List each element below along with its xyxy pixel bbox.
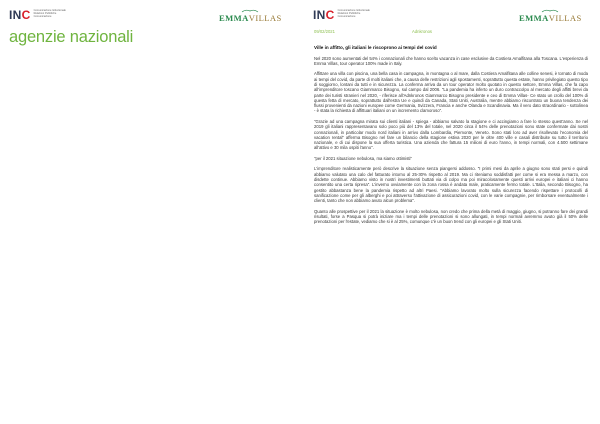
- emma-villas-logo: [219, 9, 282, 23]
- inc-logo-mark: INC: [313, 8, 335, 22]
- article-paragraph: "Grazie ad una campagna mirata sui clienti italiani - spiega - abbiamo salvato la stagione e ci accingiamo a fare lo stesso quest'anno. Se nel 2019 gli italiani rappresentavano solo poco più del 13% del totale, nel 2020 circa il 54% delle prenotazioni sono state confermate dai nostri connazionali, in particolar modo nord italiani in arrivo dalla Lombardia, Piemonte, Veneto. Sono stati loro ad aver risollevato l'economia del vacation rental" afferma Bisogno nel fare un bilancio della stagione estiva 2020 per le oltre 400 ville e casali distribuite su tutto il territorio nazionale, e di cui dispone la sua offerta turistica. Una azienda che fattura 15 milioni di euro l'anno, in tempi normali, con 4.500 settimane all'attivo e 30 mila ospiti l'anno".: [314, 118, 588, 151]
- article-paragraph: Nel 2020 sono aumentati del 54% i connazionali che hanno scelto vacanza in case esclusive da Costiera Amalfitana alla Toscana. L'esperienza di Emma Villas, tour operator 100% made in Italy.: [314, 55, 588, 66]
- brand-em: EMMA: [219, 13, 249, 23]
- article-paragraph: L'imprenditore realisticamente però descrive la situazione senza piangersi addosso. "I primi mesi da aprile a giugno sono stati persi e quindi abbiamo valutato una calo del fatturato intorno al 25-30% rispetto al 2019. Ma ci riteniamo soddisfatti per come si era messa a marzo, con disdette continue. Abbiamo visto in nostri investimenti buttati via di colpo ma poi miracolosamente questi arrivi europei e italiani ci hanno consentito una certa ripresa". L'inverno ovviamente con la zona rossa è andata male, praticamente fermo totale. L'Italia, secondo Bisogno, ha gestito abbastanza bene la pandemia rispetto ad altri Paesi. "Abbiamo lavorato molto sulla sicurezza facendo rispettare i protocolli di sanificazione come per gli alberghi e poi attraverso l'attivazione di assicurazioni covid, con le varie compagnie, per rimborsare eventualmente i clienti, tanto che non abbiamo avuto alcun problema".: [314, 166, 588, 204]
- brand-villas: VILLAS: [248, 13, 282, 23]
- section-title: agenzie nazionali: [9, 28, 134, 46]
- inc-logo: [9, 9, 68, 21]
- emma-villas-logo: [519, 9, 582, 23]
- article-title: Ville in affitto, gli italiani le riscoprono ai tempi del covid: [314, 45, 437, 50]
- article-paragraph: Quanto alle prospettive per il 2021 la situazione è molto nebulosa, non credo che prima della metà di maggio, giugno, si potranno fare dei grandi risultati, forse a Pasqua si potrà iniziare ma i tempi delle prenotazioni si sono allungati, in tempi normali avremmo avuto già il 50% delle prenotazioni per l'estate, vediamo che si è al 25%, comunque c'è un buon trend con gli europei e gli Stati Uniti.: [314, 208, 588, 225]
- right-page: [300, 0, 600, 424]
- inc-logo: [313, 9, 372, 21]
- inc-logo-tagline: Comunicazione Istituzionale Relazioni Pubbliche Comunicazione: [337, 9, 370, 18]
- article-subheading: "per il 2021 situazione nebulosa, ma siamo ottimisti": [314, 155, 412, 161]
- article-source: Adnkronos: [412, 29, 433, 34]
- brand-em: EMMA: [519, 13, 549, 23]
- article-date: 09/02/2021: [314, 29, 335, 34]
- article-paragraph: Affittare una villa con piscina, una bella casa in campagna, in montagna o al mare, dalla Costiera Amalfitana alle colline senesi, è tornato di moda ai tempi del covid, da parte di molti italiani che, a causa delle restrizioni agli spostamenti, soprattutto questa estate, hanno privilegiato questo tipo di soggiorno, lontani da tutti e in sicurezza. La conferma arriva da un tour operator molto quotato in questo settore, Emma Villas, che fa capo all'imprenditore toscano Giammarco Bisogno, sul campo dal 2006. "La pandemia ha inferto un duro contraccolpo al mercato degli affitti brevi da parte dei turisti stranieri nel 2020, - riferisce all'Adnkronos Giammarco Bisogno presidente e ceo di Emma Villas- Ce stato un crollo del 100% di questa fetta di mercato, soprattutto dall'estra Ue e quindi da Canada, Stati Uniti, Australia, mentre abbiamo riscontrato un buona tendenza dei flussi provenienti da nazioni europee come Germania, Svizzera, Francia e anche Olanda e Scandinavia. Ma il vero dato straordinario - sottolinea - è stata la richiesta di affittuari italiani on un incremento clamoroso".: [314, 71, 588, 114]
- inc-logo-tagline: Comunicazione Istituzionale Relazioni Pubbliche Comunicazione: [33, 9, 66, 18]
- inc-logo-mark: INC: [9, 8, 31, 22]
- brand-villas: VILLAS: [548, 13, 582, 23]
- article: [314, 45, 588, 230]
